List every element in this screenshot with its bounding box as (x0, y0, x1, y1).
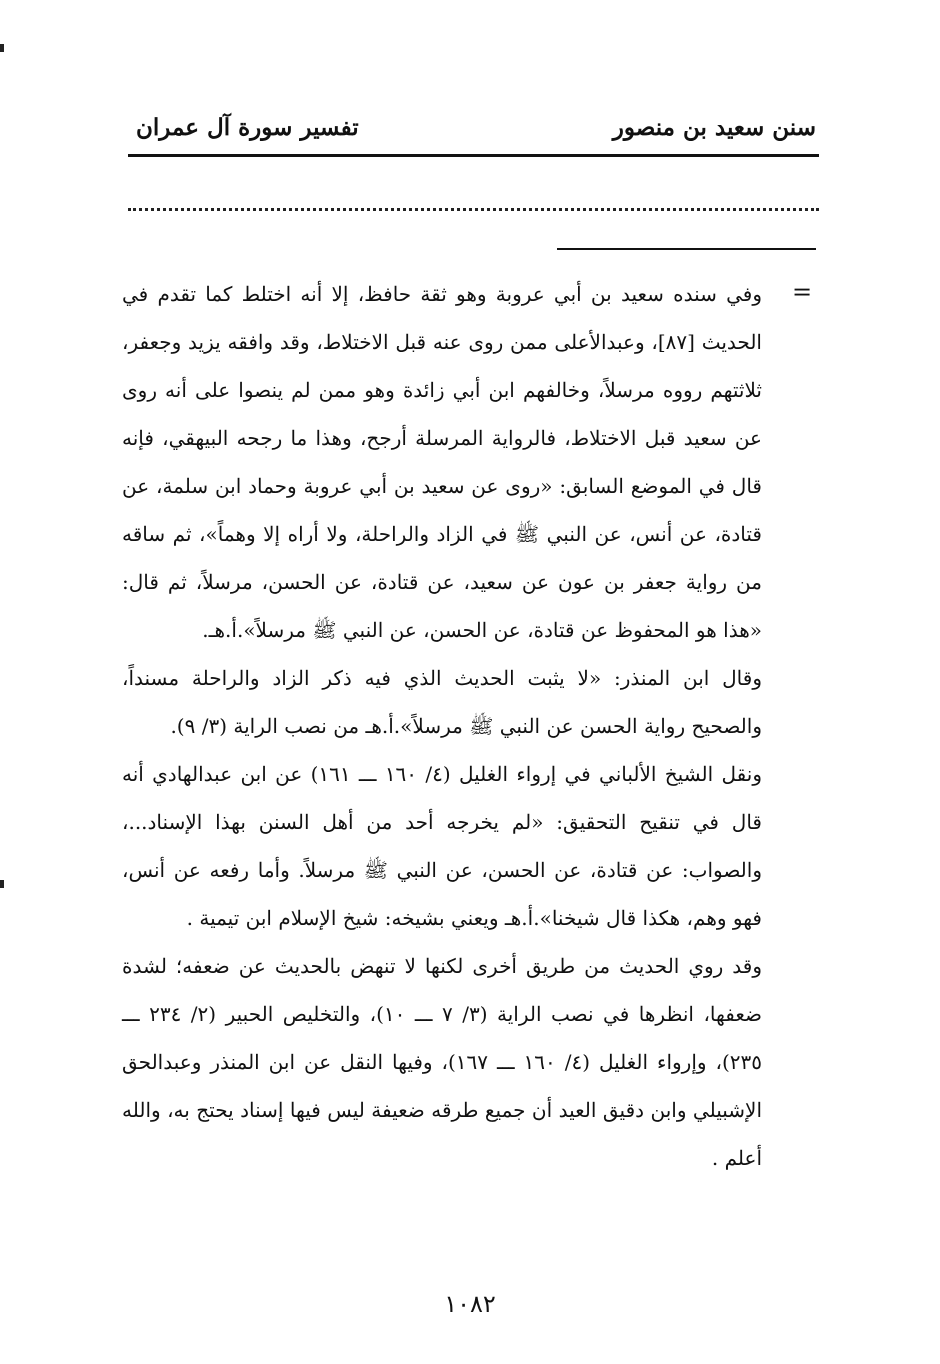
header-rule (128, 154, 819, 157)
scan-edge-mark (0, 880, 4, 888)
paragraph: ونقل الشيخ الألباني في إرواء الغليل (٤/ ١٦٠ ـــ ١٦١) عن ابن عبدالهادي أنه قال في تنقيح التحقيق: «لم يخرجه أحد من أهل السنن بهذا الإسناد...، والصواب: عن قتادة، عن الحسن، عن النبي ﷺ مرسلاً. وأما رفعه عن أنس، فهو وهم، هكذا قال شيخنا».أ.هـ ويعني بشيخه: شيخ الإسلام ابن تيمية . (122, 762, 762, 930)
section-title: تفسير سورة آل عمران (136, 114, 359, 141)
continuation-mark: = (792, 278, 813, 306)
book-title: سنن سعيد بن منصور (612, 114, 816, 141)
dotted-divider (128, 208, 819, 211)
footnote-rule (557, 248, 816, 250)
paragraph: وقال ابن المنذر: «لا يثبت الحديث الذي فيه ذكر الزاد والراحلة مسنداً، والصحيح رواية الحسن عن النبي ﷺ مرسلاً».أ.هـ من نصب الراية (٣/ ٩). (122, 666, 762, 738)
scan-edge-mark (0, 44, 4, 52)
paragraph: وفي سنده سعيد بن أبي عروبة وهو ثقة حافظ، إلا أنه اختلط كما تقدم في الحديث [٨٧]، وعبدالأعلى ممن روى عنه قبل الاختلاط، وقد وافقه يزيد وجعفر، ثلاثتهم رووه مرسلاً، وخالفهم ابن أبي زائدة وهو ممن لم ينصوا على أنه روى عن سعيد قبل الاختلاط، فالرواية المرسلة أرجح، وهذا ما رجحه البيهقي، فإنه قال في الموضع السابق: «روى عن سعيد بن أبي عروبة وحماد ابن سلمة، عن قتادة، عن أنس، عن النبي ﷺ في الزاد والراحلة، ولا أراه إلا وهماً»، ثم ساقه من رواية جعفر بن عون عن سعيد، عن قتادة، عن الحسن، مرسلاً، ثم قال: «هذا هو المحفوظ عن قتادة، عن الحسن، عن النبي ﷺ مرسلاً».أ.هـ. (122, 282, 762, 642)
paragraph: وقد روي الحديث من طريق أخرى لكنها لا تنهض بالحديث عن ضعفه؛ لشدة ضعفها، انظرها في نصب الراية (٣/ ٧ ـــ ١٠)، والتخليص الحبير (٢/ ٢٣٤ ـــ ٢٣٥)، وإرواء الغليل (٤/ ١٦٠ ـــ ١٦٧)، وفيها النقل عن ابن المنذر وعبدالحق الإشبيلي وابن دقيق العيد أن جميع طرقه ضعيفة ليس فيها إسناد يحتج به، والله أعلم . (122, 954, 762, 1170)
page-number: ١٠٨٢ (444, 1290, 496, 1318)
footnote-body (122, 270, 762, 1182)
